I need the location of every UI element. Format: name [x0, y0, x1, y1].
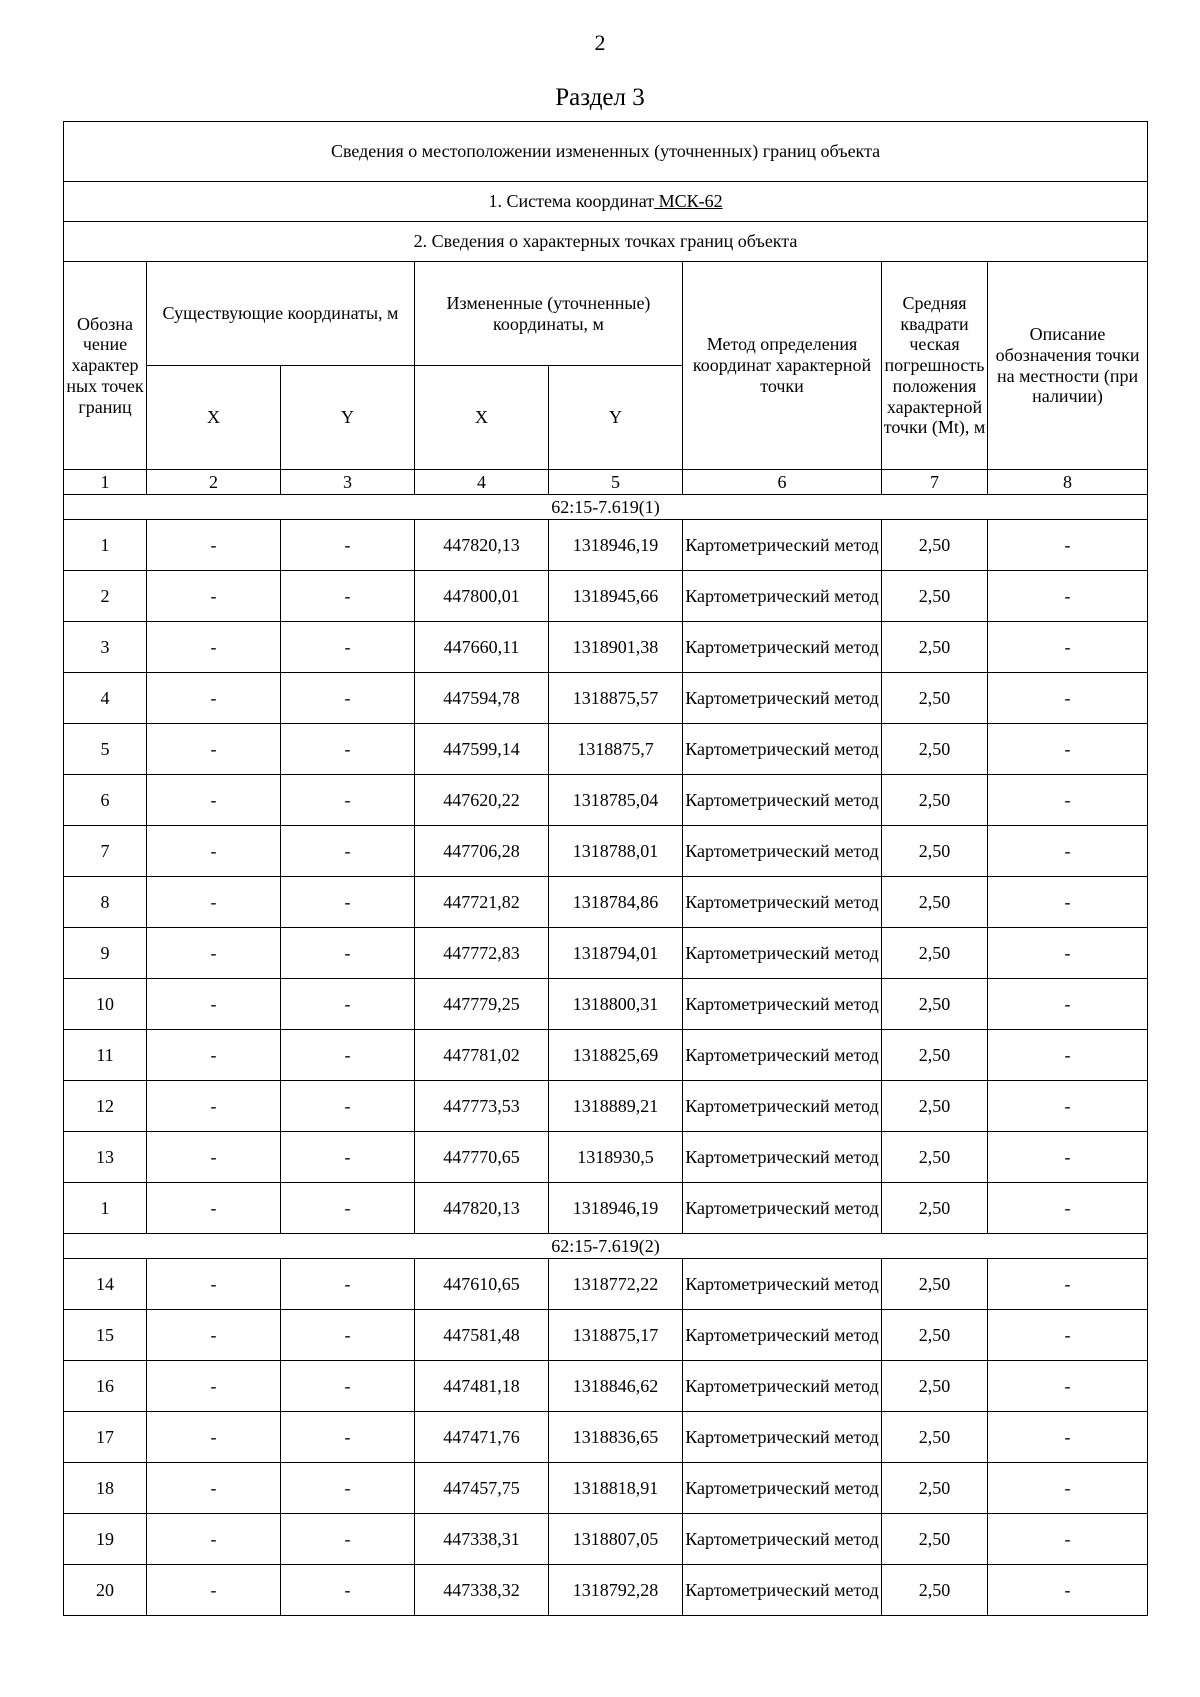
- description-cell: -: [988, 1565, 1148, 1616]
- changed-x-cell: 447721,82: [415, 877, 549, 928]
- existing-y-cell: -: [281, 877, 415, 928]
- changed-x-cell: 447620,22: [415, 775, 549, 826]
- column-numbers-row: [64, 470, 1148, 495]
- column-number: 1: [64, 470, 147, 495]
- column-number: 3: [281, 470, 415, 495]
- description-cell: -: [988, 1259, 1148, 1310]
- table-title: Сведения о местоположении измененных (уточненных) границ объекта: [64, 122, 1148, 182]
- existing-x-cell: -: [147, 1183, 281, 1234]
- method-cell: Картометрический метод: [683, 877, 882, 928]
- description-cell: -: [988, 1081, 1148, 1132]
- accuracy-cell: 2,50: [882, 1132, 988, 1183]
- header-description: Описание обозначения точки на местности (при наличии): [988, 262, 1148, 470]
- existing-y-cell: -: [281, 1081, 415, 1132]
- existing-x-cell: -: [147, 1361, 281, 1412]
- description-cell: -: [988, 1132, 1148, 1183]
- description-cell: -: [988, 1030, 1148, 1081]
- method-cell: Картометрический метод: [683, 1361, 882, 1412]
- accuracy-cell: 2,50: [882, 1565, 988, 1616]
- header-existing-y: Y: [281, 366, 415, 470]
- changed-x-cell: 447779,25: [415, 979, 549, 1030]
- method-cell: Картометрический метод: [683, 622, 882, 673]
- point-number-cell: 1: [64, 520, 147, 571]
- changed-y-cell: 1318930,5: [549, 1132, 683, 1183]
- table-row: [64, 571, 1148, 622]
- description-cell: -: [988, 1514, 1148, 1565]
- existing-y-cell: -: [281, 520, 415, 571]
- point-number-cell: 9: [64, 928, 147, 979]
- changed-x-cell: 447770,65: [415, 1132, 549, 1183]
- method-cell: Картометрический метод: [683, 775, 882, 826]
- description-cell: -: [988, 1463, 1148, 1514]
- table-row: [64, 1412, 1148, 1463]
- table-row: [64, 775, 1148, 826]
- point-number-cell: 15: [64, 1310, 147, 1361]
- accuracy-cell: 2,50: [882, 1463, 988, 1514]
- method-cell: Картометрический метод: [683, 1310, 882, 1361]
- section-title: Раздел 3: [555, 84, 645, 111]
- table-row: [64, 826, 1148, 877]
- accuracy-cell: 2,50: [882, 1412, 988, 1463]
- parcel-label: 62:15-7.619(1): [64, 495, 1148, 520]
- method-cell: Картометрический метод: [683, 571, 882, 622]
- point-number-cell: 8: [64, 877, 147, 928]
- column-number: 7: [882, 470, 988, 495]
- point-number-cell: 3: [64, 622, 147, 673]
- accuracy-cell: 2,50: [882, 1183, 988, 1234]
- existing-x-cell: -: [147, 1514, 281, 1565]
- description-cell: -: [988, 775, 1148, 826]
- accuracy-cell: 2,50: [882, 1081, 988, 1132]
- accuracy-cell: 2,50: [882, 520, 988, 571]
- description-cell: -: [988, 877, 1148, 928]
- existing-x-cell: -: [147, 1310, 281, 1361]
- point-number-cell: 6: [64, 775, 147, 826]
- point-number-cell: 19: [64, 1514, 147, 1565]
- changed-x-cell: 447706,28: [415, 826, 549, 877]
- coordinate-system-row: [64, 182, 1148, 222]
- changed-y-cell: 1318946,19: [549, 1183, 683, 1234]
- accuracy-cell: 2,50: [882, 877, 988, 928]
- table-row: [64, 979, 1148, 1030]
- accuracy-cell: 2,50: [882, 1361, 988, 1412]
- changed-x-cell: 447820,13: [415, 520, 549, 571]
- accuracy-cell: 2,50: [882, 673, 988, 724]
- header-changed-x: X: [415, 366, 549, 470]
- existing-y-cell: -: [281, 928, 415, 979]
- table-row: [64, 1030, 1148, 1081]
- changed-x-cell: 447772,83: [415, 928, 549, 979]
- existing-x-cell: -: [147, 1412, 281, 1463]
- table-row: [64, 520, 1148, 571]
- description-cell: -: [988, 826, 1148, 877]
- parcel-group-row: [64, 495, 1148, 520]
- description-cell: -: [988, 1361, 1148, 1412]
- point-number-cell: 16: [64, 1361, 147, 1412]
- existing-x-cell: -: [147, 673, 281, 724]
- changed-x-cell: 447481,18: [415, 1361, 549, 1412]
- changed-x-cell: 447781,02: [415, 1030, 549, 1081]
- method-cell: Картометрический метод: [683, 928, 882, 979]
- changed-x-cell: 447338,31: [415, 1514, 549, 1565]
- changed-x-cell: 447610,65: [415, 1259, 549, 1310]
- existing-x-cell: -: [147, 826, 281, 877]
- point-number-cell: 14: [64, 1259, 147, 1310]
- changed-y-cell: 1318772,22: [549, 1259, 683, 1310]
- method-cell: Картометрический метод: [683, 1514, 882, 1565]
- description-cell: -: [988, 1412, 1148, 1463]
- table-row: [64, 724, 1148, 775]
- parcel-group-row: [64, 1234, 1148, 1259]
- changed-x-cell: 447660,11: [415, 622, 549, 673]
- table-row: [64, 1361, 1148, 1412]
- changed-x-cell: 447800,01: [415, 571, 549, 622]
- existing-x-cell: -: [147, 1132, 281, 1183]
- accuracy-cell: 2,50: [882, 571, 988, 622]
- existing-y-cell: -: [281, 1565, 415, 1616]
- header-changed-coords: Измененные (уточненные) координаты, м: [415, 262, 683, 366]
- existing-y-cell: -: [281, 622, 415, 673]
- point-number-cell: 4: [64, 673, 147, 724]
- changed-x-cell: 447773,53: [415, 1081, 549, 1132]
- header-accuracy: Средняя квадрати ческая погрешность положения характерной точки (Mt), м: [882, 262, 988, 470]
- table-row: [64, 1514, 1148, 1565]
- existing-y-cell: -: [281, 724, 415, 775]
- header-existing-coords: Существующие координаты, м: [147, 262, 415, 366]
- description-cell: -: [988, 1310, 1148, 1361]
- changed-x-cell: 447820,13: [415, 1183, 549, 1234]
- existing-y-cell: -: [281, 1132, 415, 1183]
- changed-y-cell: 1318792,28: [549, 1565, 683, 1616]
- existing-x-cell: -: [147, 571, 281, 622]
- existing-x-cell: -: [147, 1565, 281, 1616]
- changed-x-cell: 447581,48: [415, 1310, 549, 1361]
- point-number-cell: 10: [64, 979, 147, 1030]
- header-point-designation: Обозна чение характер ных точек границ: [64, 262, 147, 470]
- existing-y-cell: -: [281, 1514, 415, 1565]
- changed-y-cell: 1318825,69: [549, 1030, 683, 1081]
- column-number: 6: [683, 470, 882, 495]
- changed-y-cell: 1318794,01: [549, 928, 683, 979]
- changed-x-cell: 447599,14: [415, 724, 549, 775]
- existing-x-cell: -: [147, 1030, 281, 1081]
- point-number-cell: 18: [64, 1463, 147, 1514]
- point-number-cell: 11: [64, 1030, 147, 1081]
- existing-x-cell: -: [147, 1259, 281, 1310]
- method-cell: Картометрический метод: [683, 826, 882, 877]
- method-cell: Картометрический метод: [683, 1463, 882, 1514]
- table-row: [64, 1463, 1148, 1514]
- description-cell: -: [988, 979, 1148, 1030]
- changed-y-cell: 1318807,05: [549, 1514, 683, 1565]
- changed-y-cell: 1318788,01: [549, 826, 683, 877]
- description-cell: -: [988, 928, 1148, 979]
- existing-y-cell: -: [281, 1361, 415, 1412]
- point-number-cell: 5: [64, 724, 147, 775]
- accuracy-cell: 2,50: [882, 775, 988, 826]
- header-method: Метод определения координат характерной точки: [683, 262, 882, 470]
- point-number-cell: 7: [64, 826, 147, 877]
- method-cell: Картометрический метод: [683, 1081, 882, 1132]
- method-cell: Картометрический метод: [683, 520, 882, 571]
- table-row: [64, 1310, 1148, 1361]
- changed-x-cell: 447457,75: [415, 1463, 549, 1514]
- point-number-cell: 13: [64, 1132, 147, 1183]
- table-row: [64, 1081, 1148, 1132]
- method-cell: Картометрический метод: [683, 1412, 882, 1463]
- changed-y-cell: 1318800,31: [549, 979, 683, 1030]
- existing-y-cell: -: [281, 826, 415, 877]
- column-number: 5: [549, 470, 683, 495]
- table-row: [64, 1259, 1148, 1310]
- existing-y-cell: -: [281, 1030, 415, 1081]
- table-row: [64, 622, 1148, 673]
- table-row: [64, 1565, 1148, 1616]
- accuracy-cell: 2,50: [882, 1310, 988, 1361]
- existing-y-cell: -: [281, 1463, 415, 1514]
- accuracy-cell: 2,50: [882, 1030, 988, 1081]
- changed-y-cell: 1318785,04: [549, 775, 683, 826]
- changed-x-cell: 447471,76: [415, 1412, 549, 1463]
- table-row: [64, 928, 1148, 979]
- coordinate-system-label: 1. Система координат: [488, 191, 655, 212]
- description-cell: -: [988, 1183, 1148, 1234]
- description-cell: -: [988, 673, 1148, 724]
- point-number-cell: 12: [64, 1081, 147, 1132]
- accuracy-cell: 2,50: [882, 928, 988, 979]
- points-section-title: 2. Сведения о характерных точках границ объекта: [64, 222, 1148, 262]
- changed-x-cell: 447338,32: [415, 1565, 549, 1616]
- table-row: [64, 1132, 1148, 1183]
- page-number: 2: [594, 30, 606, 55]
- changed-y-cell: 1318889,21: [549, 1081, 683, 1132]
- description-cell: -: [988, 571, 1148, 622]
- method-cell: Картометрический метод: [683, 979, 882, 1030]
- changed-y-cell: 1318875,7: [549, 724, 683, 775]
- description-cell: -: [988, 724, 1148, 775]
- accuracy-cell: 2,50: [882, 979, 988, 1030]
- existing-y-cell: -: [281, 1259, 415, 1310]
- column-number: 8: [988, 470, 1148, 495]
- point-number-cell: 1: [64, 1183, 147, 1234]
- changed-y-cell: 1318836,65: [549, 1412, 683, 1463]
- method-cell: Картометрический метод: [683, 1565, 882, 1616]
- existing-y-cell: -: [281, 979, 415, 1030]
- accuracy-cell: 2,50: [882, 826, 988, 877]
- method-cell: Картометрический метод: [683, 1030, 882, 1081]
- changed-y-cell: 1318818,91: [549, 1463, 683, 1514]
- column-number: 4: [415, 470, 549, 495]
- changed-y-cell: 1318875,17: [549, 1310, 683, 1361]
- parcel-label: 62:15-7.619(2): [64, 1234, 1148, 1259]
- method-cell: Картометрический метод: [683, 673, 882, 724]
- boundary-points-table: [63, 121, 1148, 1616]
- description-cell: -: [988, 622, 1148, 673]
- header-existing-x: X: [147, 366, 281, 470]
- accuracy-cell: 2,50: [882, 1514, 988, 1565]
- changed-y-cell: 1318846,62: [549, 1361, 683, 1412]
- existing-y-cell: -: [281, 571, 415, 622]
- existing-x-cell: -: [147, 877, 281, 928]
- method-cell: Картометрический метод: [683, 1132, 882, 1183]
- existing-x-cell: -: [147, 1463, 281, 1514]
- changed-y-cell: 1318946,19: [549, 520, 683, 571]
- existing-y-cell: -: [281, 775, 415, 826]
- table-row: [64, 877, 1148, 928]
- changed-y-cell: 1318901,38: [549, 622, 683, 673]
- table-row: [64, 673, 1148, 724]
- changed-y-cell: 1318875,57: [549, 673, 683, 724]
- existing-y-cell: -: [281, 1310, 415, 1361]
- point-number-cell: 2: [64, 571, 147, 622]
- point-number-cell: 17: [64, 1412, 147, 1463]
- changed-y-cell: 1318784,86: [549, 877, 683, 928]
- method-cell: Картометрический метод: [683, 1183, 882, 1234]
- table-row: [64, 1183, 1148, 1234]
- existing-y-cell: -: [281, 1183, 415, 1234]
- existing-x-cell: -: [147, 979, 281, 1030]
- point-number-cell: 20: [64, 1565, 147, 1616]
- accuracy-cell: 2,50: [882, 1259, 988, 1310]
- column-number: 2: [147, 470, 281, 495]
- changed-y-cell: 1318945,66: [549, 571, 683, 622]
- existing-x-cell: -: [147, 1081, 281, 1132]
- existing-y-cell: -: [281, 673, 415, 724]
- existing-x-cell: -: [147, 928, 281, 979]
- method-cell: Картометрический метод: [683, 724, 882, 775]
- changed-x-cell: 447594,78: [415, 673, 549, 724]
- existing-x-cell: -: [147, 724, 281, 775]
- existing-x-cell: -: [147, 775, 281, 826]
- description-cell: -: [988, 520, 1148, 571]
- existing-x-cell: -: [147, 520, 281, 571]
- accuracy-cell: 2,50: [882, 622, 988, 673]
- header-changed-y: Y: [549, 366, 683, 470]
- method-cell: Картометрический метод: [683, 1259, 882, 1310]
- coordinate-system-value: МСК-62: [654, 191, 723, 212]
- existing-y-cell: -: [281, 1412, 415, 1463]
- existing-x-cell: -: [147, 622, 281, 673]
- accuracy-cell: 2,50: [882, 724, 988, 775]
